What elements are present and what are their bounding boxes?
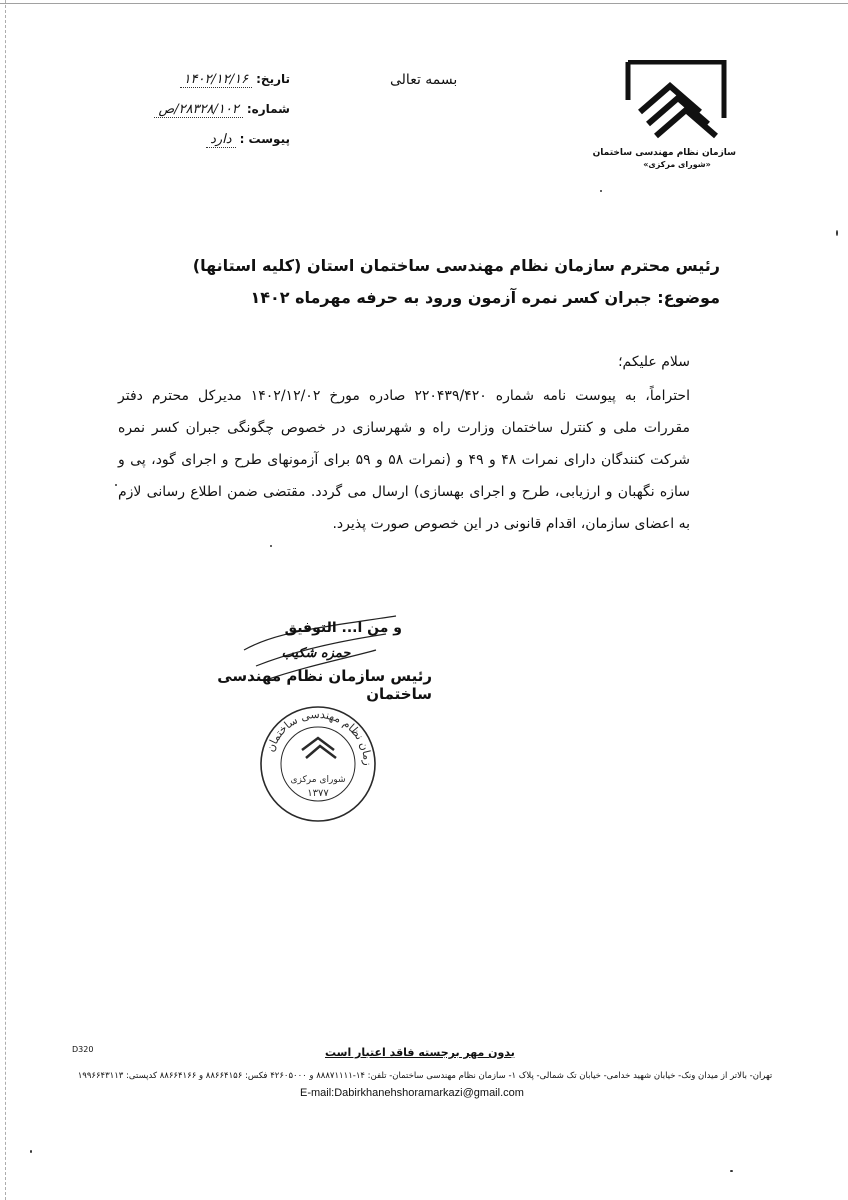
seal-ring-text: زمان نظام مهندسی ساختمان xyxy=(263,707,375,766)
top-rule xyxy=(0,3,848,4)
basmala: بسمه تعالی xyxy=(390,72,458,88)
seal-icon xyxy=(258,704,378,824)
subject-text: جبران کسر نمره آزمون ورود به حرفه مهرماه ۱۴۰۲ xyxy=(250,288,652,307)
invalid-notice: بدون مهر برجسته فاقد اعتبار است xyxy=(325,1046,515,1059)
scan-edge xyxy=(5,0,7,1200)
scan-speck xyxy=(115,484,117,486)
greeting: سلام علیکم؛ xyxy=(618,354,690,370)
addressee: رئیس محترم سازمان نظام مهندسی ساختمان استان (کلیه استانها) xyxy=(192,256,720,275)
official-seal xyxy=(258,704,378,828)
letter-body: احتراماً، به پیوست نامه شماره ۲۲۰۴۳۹/۴۲۰ صادره مورخ ۱۴۰۲/۱۲/۰۲ مدیرکل محترم دفتر مقررات ملی و کنترل ساختمان وزارت راه و شهرسازی در خصوص چگونگی جبران کسر نمره شرکت کنندگان دارای نمرات ۴۸ و ۴۹ و (نمرات ۵۸ و ۵۹ برای آزمونهای طرح و اجرای گود، پی و سازه نگهبان و ارزیابی، طرح و اجرای بهسازی) ارسال می گردد. مقتضی ضمن اطلاع رسانی لازم به اعضای سازمان، اقدام قانونی در این خصوص صورت پذیرد. xyxy=(118,388,690,532)
signature-closing: و من ا... التوفیق xyxy=(284,620,402,636)
doc-code: D320 xyxy=(72,1045,94,1054)
date-label: تاریخ: xyxy=(256,72,290,86)
letter-meta xyxy=(140,72,290,162)
number-value: ۲۸۳۲۸/۱۰۲/ص xyxy=(154,102,242,118)
subject-line xyxy=(250,288,720,307)
org-logo-block xyxy=(592,60,736,169)
subject-label: موضوع: xyxy=(657,288,720,307)
seal-year: ۱۳۷۷ xyxy=(307,788,329,799)
footer-address: تهران- بالاتر از میدان ونک- خیابان شهید خدامی- خیابان تک شمالی- پلاک ۱- سازمان نظام مهندسی ساختمان- تلفن: ۱۴-۸۸۸۷۱۱۱۱ و ۴۲۶۰۵۰۰۰ فکس: ۸۸۶۶۴۱۵۶ و ۸۸۶۶۴۱۶۶ کدپستی: ۱۹۹۶۶۴۳۱۱۳ xyxy=(77,1071,773,1081)
scan-speck xyxy=(600,190,602,192)
number-label: شماره: xyxy=(246,102,290,116)
scan-speck xyxy=(836,230,838,236)
org-subtitle: «شورای مرکزی» xyxy=(643,160,711,169)
attachment-value: دارد xyxy=(206,132,235,148)
attachment-row xyxy=(140,132,290,148)
org-name: سازمان نظام مهندسی ساختمان xyxy=(592,148,736,158)
footer-email: E-mail:Dabirkhanehshoramarkazi@gmail.com xyxy=(300,1087,524,1099)
scan-speck xyxy=(30,1150,32,1153)
date-row xyxy=(140,72,290,88)
signature-block xyxy=(200,620,432,703)
seal-center-text: شورای مرکزی xyxy=(290,775,346,785)
number-row xyxy=(140,102,290,118)
attachment-label: پیوست : xyxy=(239,132,290,146)
signatory-title: رئیس سازمان نظام مهندسی ساختمان xyxy=(217,667,432,703)
org-logo-icon xyxy=(624,60,728,142)
scan-speck xyxy=(270,545,272,547)
scan-speck xyxy=(730,1170,733,1172)
signatory-name: حمزه شکیب xyxy=(281,646,351,661)
date-value: ۱۴۰۲/۱۲/۱۶ xyxy=(180,72,253,88)
